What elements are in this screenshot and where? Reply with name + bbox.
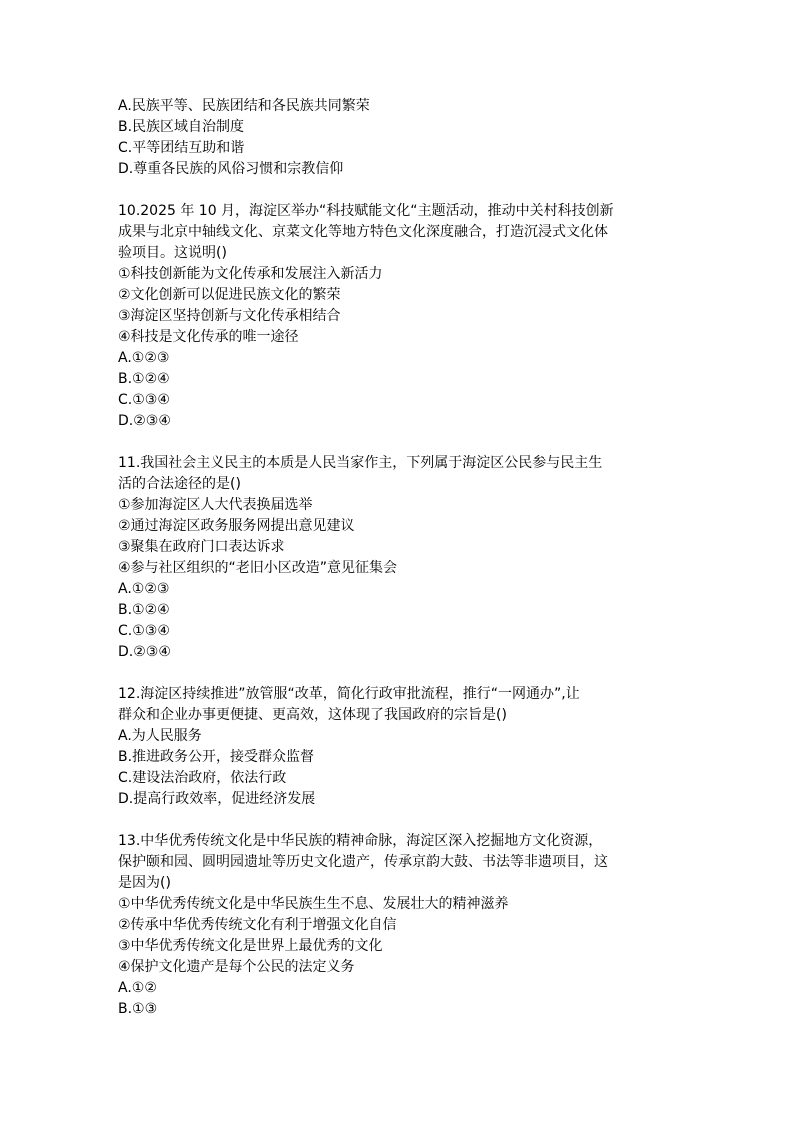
statement-3: ③聚集在政府门口表达诉求 [118,539,285,555]
question-stem: 验项目。这说明() [118,245,227,261]
statement-3: ③中华优秀传统文化是世界上最优秀的文化 [118,938,383,954]
statement-4: ④保护文化遗产是每个公民的法定义务 [118,959,355,975]
question-stem: 是因为() [118,875,171,891]
option-b: B.①③ [118,1001,158,1017]
option-c: C.平等团结互助和谐 [118,140,245,156]
question-stem: 活的合法途径的是() [118,476,241,492]
option-d: D.②③④ [118,644,171,660]
document-page [118,96,684,1020]
option-d: D.②③④ [118,413,171,429]
statement-2: ②传承中华优秀传统文化有利于增强文化自信 [118,917,397,933]
statement-4: ④科技是文化传承的唯一途径 [118,329,299,345]
statement-2: ②文化创新可以促进民族文化的繁荣 [118,287,341,303]
question-stem: 10.2025 年 10 月，海淀区举办“科技赋能文化“主题活动，推动中关村科技创新 [118,203,614,219]
option-a: A.①②③ [118,350,170,366]
statement-3: ③海淀区坚持创新与文化传承相结合 [118,308,341,324]
question-11 [118,453,684,663]
statement-1: ①中华优秀传统文化是中华民族生生不息、发展壮大的精神滋养 [118,896,509,912]
spacer [118,180,684,201]
option-b: B.民族区域自治制度 [118,119,245,135]
question-stem: 12.海淀区持续推进”放管服“改革，简化行政审批流程，推行“一网通办”,让 [118,686,580,702]
spacer [118,663,684,684]
option-b: B.推进政务公开，接受群众监督 [118,749,315,765]
option-d: D.尊重各民族的风俗习惯和宗教信仰 [118,161,344,177]
question-10 [118,201,684,432]
spacer [118,432,684,453]
option-a: A.①②③ [118,581,170,597]
option-d: D.提高行政效率，促进经济发展 [118,791,316,807]
option-c: C.建设法治政府，依法行政 [118,770,287,786]
spacer [118,810,684,831]
statement-1: ①科技创新能为文化传承和发展注入新活力 [118,266,383,282]
question-stem: 11.我国社会主义民主的本质是人民当家作主，下列属于海淀区公民参与民主生 [118,455,603,471]
question-12 [118,684,684,810]
option-a: A.民族平等、民族团结和各民族共同繁荣 [118,98,370,114]
statement-4: ④参与社区组织的“老旧小区改造”意见征集会 [118,560,398,576]
question-stem: 群众和企业办事更便捷、更高效，这体现了我国政府的宗旨是() [118,707,507,723]
prev-question-options [118,96,684,180]
option-b: B.①②④ [118,371,170,387]
option-c: C.①③④ [118,623,170,639]
question-stem: 成果与北京中轴线文化、京菜文化等地方特色文化深度融合，打造沉浸式文化体 [118,224,608,240]
option-a: A.为人民服务 [118,728,202,744]
option-a: A.①② [118,980,157,996]
option-b: B.①②④ [118,602,170,618]
question-13 [118,831,684,1020]
statement-2: ②通过海淀区政务服务网提出意见建议 [118,518,355,534]
question-stem: 保护颐和园、圆明园遗址等历史文化遗产，传承京韵大鼓、书法等非遗项目，这 [118,854,608,870]
statement-1: ①参加海淀区人大代表换届选举 [118,497,313,513]
question-stem: 13.中华优秀传统文化是中华民族的精神命脉，海淀区深入挖掘地方文化资源， [118,833,603,849]
option-c: C.①③④ [118,392,170,408]
